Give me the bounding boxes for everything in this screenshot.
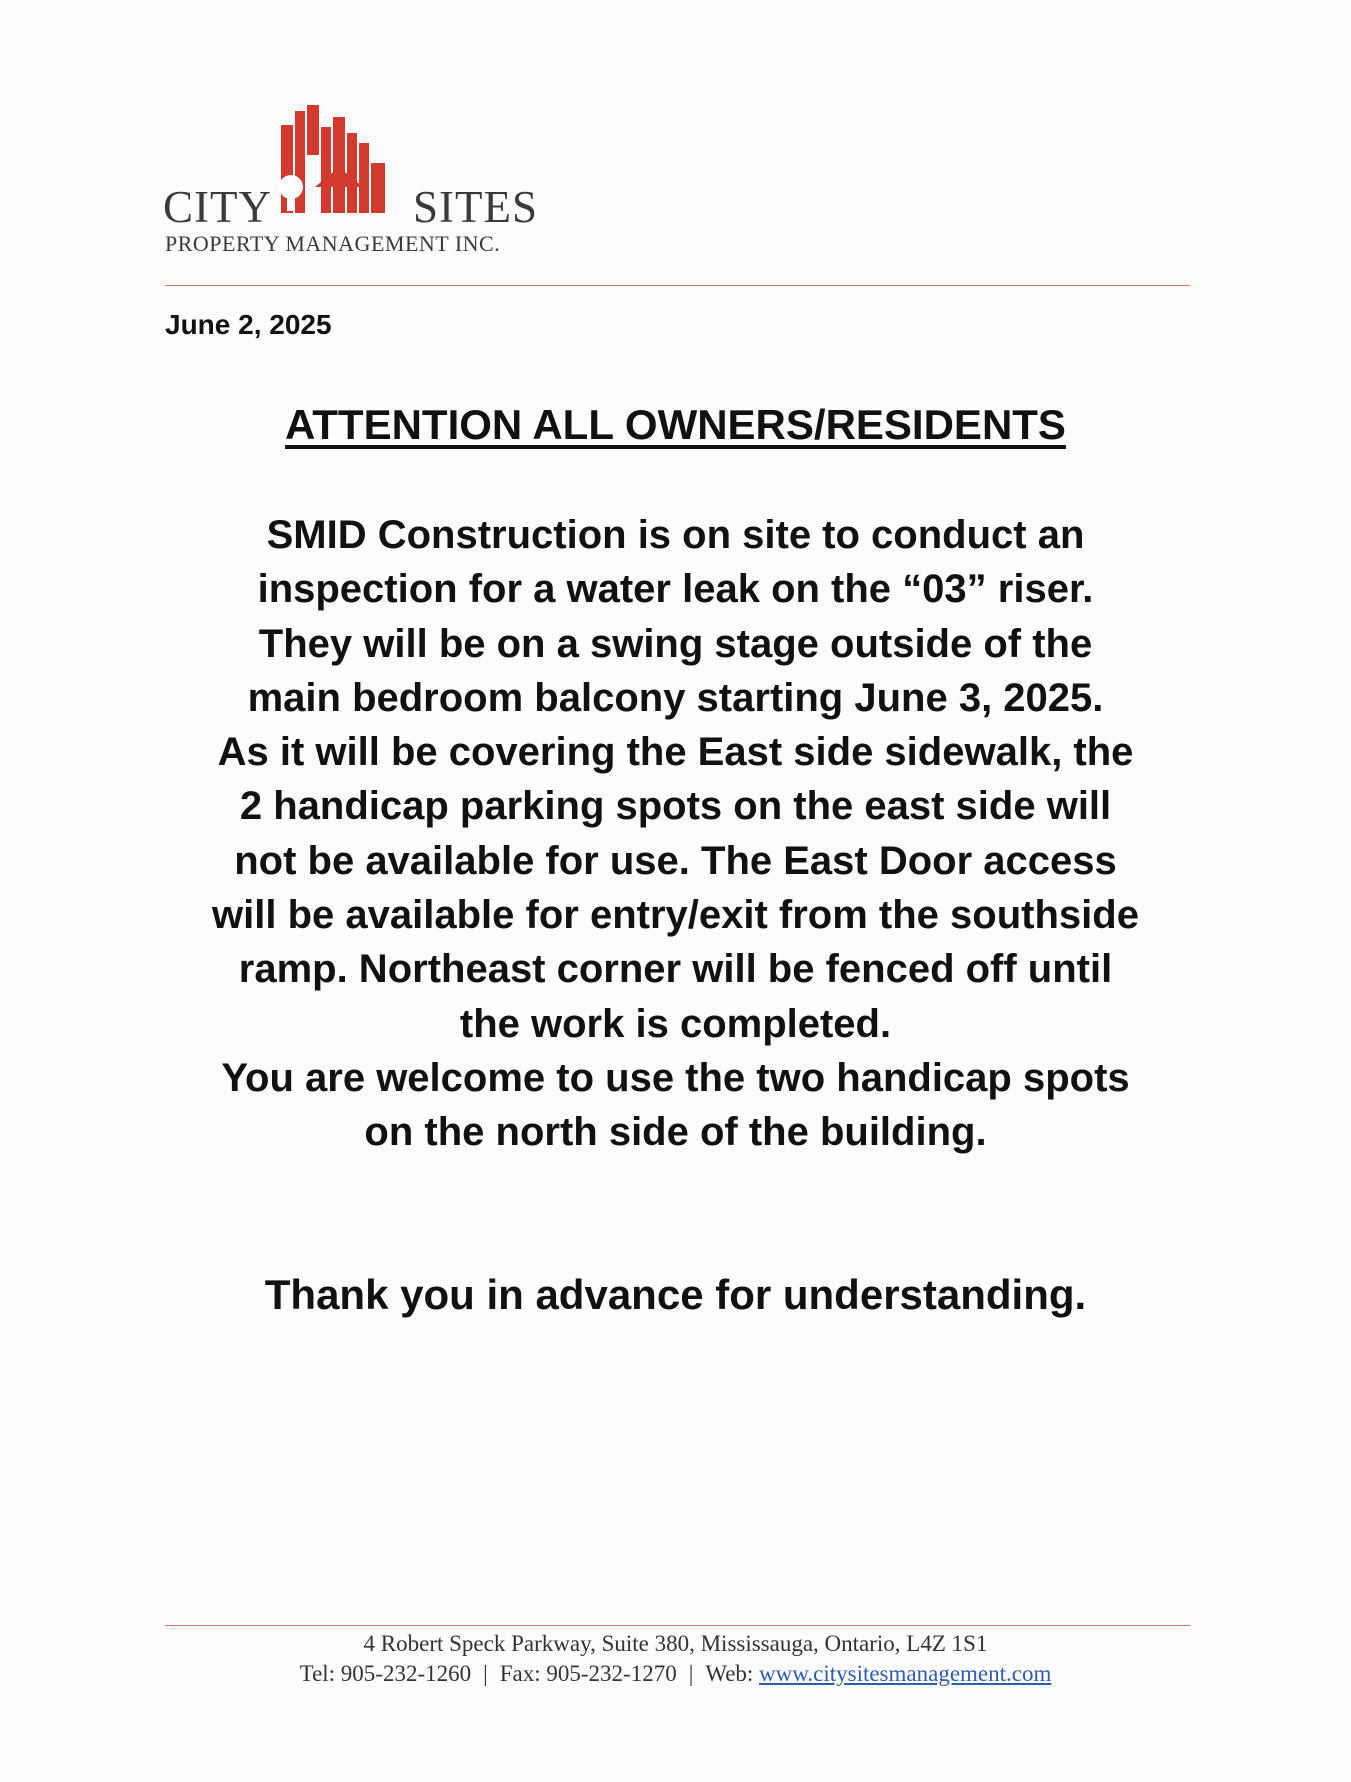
body-line: on the north side of the building. (364, 1110, 987, 1155)
footer-contact (0, 1660, 1351, 1688)
body-line: ramp. Northeast corner will be fenced off until (238, 947, 1113, 992)
body-line: inspection for a water leak on the “03” riser. (257, 567, 1094, 612)
body-line: SMID Construction is on site to conduct an (266, 513, 1085, 557)
logo-word-sites: SITES (413, 182, 539, 232)
body-line: They will be on a swing stage outside of the (258, 621, 1093, 666)
footer-separator: | (688, 1661, 694, 1686)
notice-body (150, 508, 1201, 1160)
footer-divider (165, 1625, 1190, 1626)
notice-heading: ATTENTION ALL OWNERS/RESIDENTS (285, 401, 1066, 448)
header-divider (165, 285, 1190, 286)
footer-separator: | (483, 1661, 488, 1686)
website-link[interactable]: www.citysitesmanagement.com (759, 1661, 1052, 1686)
footer-fax: Fax: 905-232-1270 (499, 1661, 677, 1686)
body-line: As it will be covering the East side sidewalk, the (217, 730, 1134, 775)
logo-word-city: CITY (163, 182, 272, 232)
body-line: the work is completed. (459, 1001, 892, 1046)
body-line: not be available for use. The East Door access (234, 838, 1117, 883)
body-line: main bedroom balcony starting June 3, 2025. (247, 675, 1104, 720)
body-line: 2 handicap parking spots on the east side will (239, 784, 1112, 829)
footer-address: 4 Robert Speck Parkway, Suite 380, Mississauga, Ontario, L4Z 1S1 (363, 1631, 988, 1656)
footer-web-label: Web: (705, 1661, 754, 1686)
company-logo (163, 105, 563, 260)
closing-line: Thank you in advance for understanding. (264, 1271, 1087, 1318)
body-line: will be available for entry/exit from the southside (212, 893, 1139, 938)
logo-subtitle: PROPERTY MANAGEMENT INC. (165, 231, 501, 256)
footer-tel: Tel: 905-232-1260 (299, 1661, 472, 1686)
body-line: You are welcome to use the two handicap spots (221, 1055, 1130, 1100)
notice-date: June 2, 2025 (165, 309, 332, 340)
